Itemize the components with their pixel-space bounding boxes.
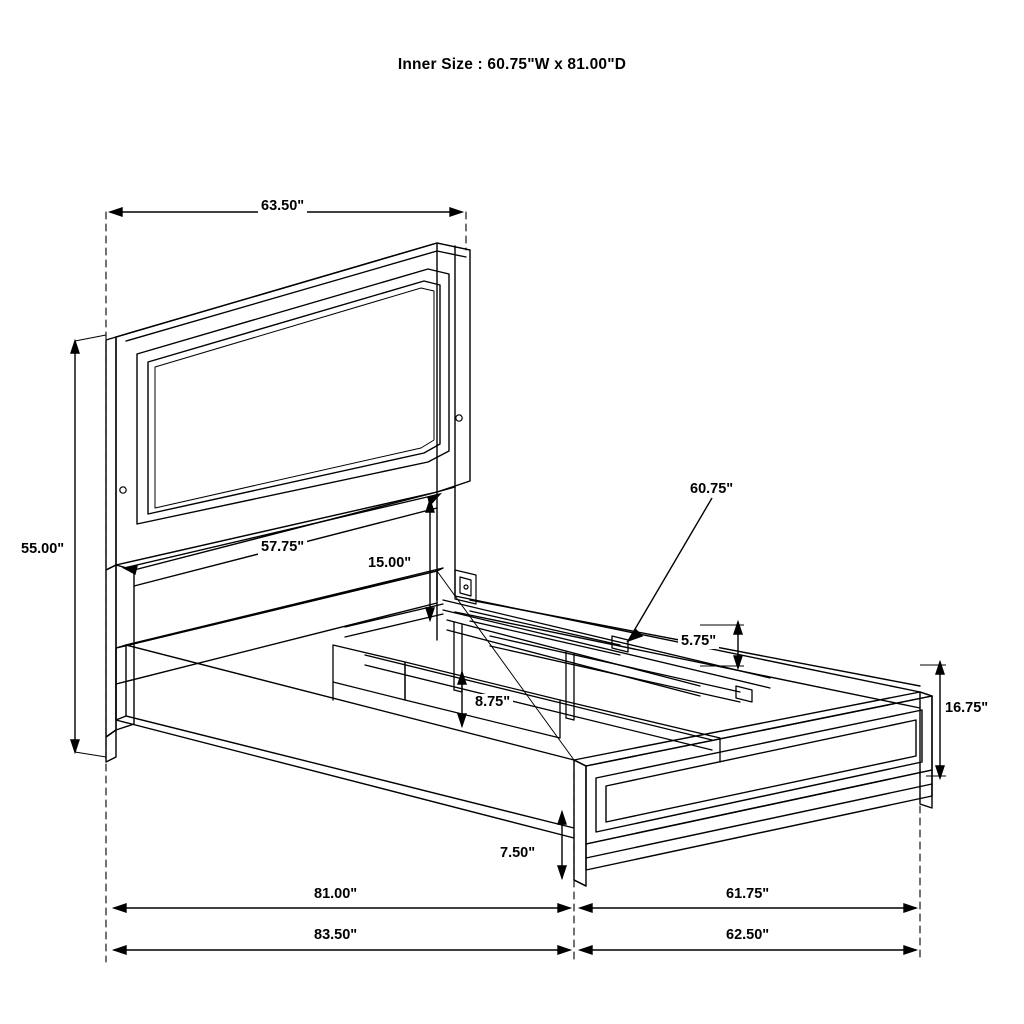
dim-headboard-to-rail: 15.00" <box>365 555 414 571</box>
dim-overall-height: 55.00" <box>18 541 67 557</box>
dim-footboard-leg-height: 7.50" <box>497 845 538 861</box>
dim-footboard-width-outer: 62.50" <box>723 927 772 943</box>
dim-headboard-width: 63.50" <box>258 198 307 214</box>
headboard-legs <box>106 565 134 762</box>
support-deck <box>333 600 770 762</box>
dim-footboard-height: 16.75" <box>942 700 991 716</box>
headboard <box>106 243 470 570</box>
dim-bed-length-outer: 83.50" <box>311 927 360 943</box>
page-title: Inner Size : 60.75"W x 81.00"D <box>397 56 627 73</box>
dimension-arrows <box>71 208 946 954</box>
dim-deck-height: 8.75" <box>472 694 513 710</box>
dim-bed-length-inner: 81.00" <box>311 886 360 902</box>
rail-bracket <box>455 570 476 604</box>
dim-rail-thickness: 5.75" <box>678 633 719 649</box>
dim-headboard-inner-width: 57.75" <box>258 539 307 555</box>
hardware-dots <box>120 415 462 493</box>
dim-slat-span-width: 60.75" <box>687 481 736 497</box>
dim-footboard-width-inner: 61.75" <box>723 886 772 902</box>
footboard <box>574 692 932 886</box>
